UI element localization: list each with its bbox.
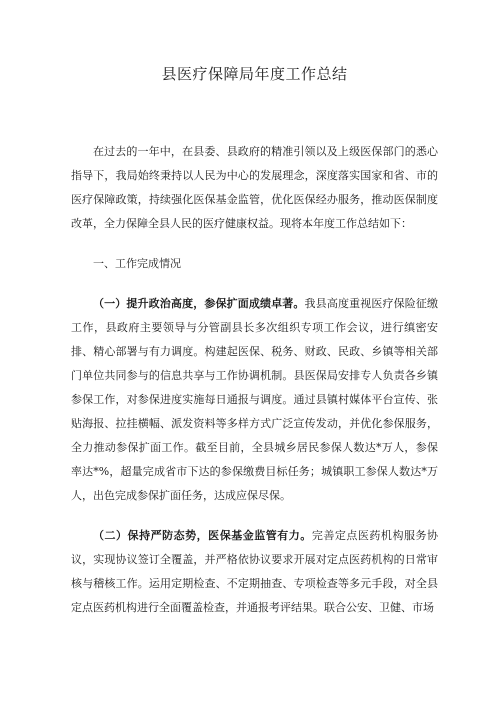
item-two-paragraph [71, 524, 438, 620]
intro-paragraph: 在过去的一年中，在县委、县政府的精准引领以及上级医保部门的悉心指导下，我局始终秉持以人民为中心的发展理念，深度落实国家和省、市的医疗保障政策，持续强化医保基金监管，优化医保经办服务，推动医保制度改革，全力保障全县人民的医疗健康权益。现将本年度工作总结如下： [71, 145, 438, 230]
section-heading: 一、工作完成情况 [93, 257, 181, 270]
item-one-paragraph [71, 292, 438, 508]
document-title: 县医疗保障局年度工作总结 [161, 65, 348, 83]
item-two-body: 完善定点医药机构服务协议，实现协议签订全覆盖，并严格依协议要求开展对定点医药机构的日常审核与稽核工作。运用定期检查、不定期抽查、专项检查等多元手段，对全县定点医药机构进行全面覆盖检查，并通报考评结果。联合公安、卫健、市场 [71, 529, 438, 614]
item-two-lead: （二）保持严防态势，医保基金监管有力。 [93, 529, 312, 542]
item-one-lead: （一）提升政治高度，参保扩面成绩卓著。 [93, 297, 305, 310]
item-one-body: 我县高度重视医疗保险征缴工作，县政府主要领导与分管副县长多次组织专项工作会议，进行缜密安排、精心部署与有力调度。构建起医保、税务、财政、民政、乡镇等相关部门单位共同参与的信息共享与工作协调机制。县医保局安排专人负责各乡镇参保工作，对参保进度实施每日通报与调度。通过县镇村媒体平台宣传、张贴海报、拉挂横幅、派发资料等多样方式广泛宣传发动，并优化参保服务，全力推动参保扩面工作。截至目前，全县城乡居民参保人数达*万人，参保率达*%，超量完成省市下达的参保缴费目标任务；城镇职工参保人数达*万人，出色完成参保扩面任务，达成应保尽保。 [71, 297, 439, 502]
